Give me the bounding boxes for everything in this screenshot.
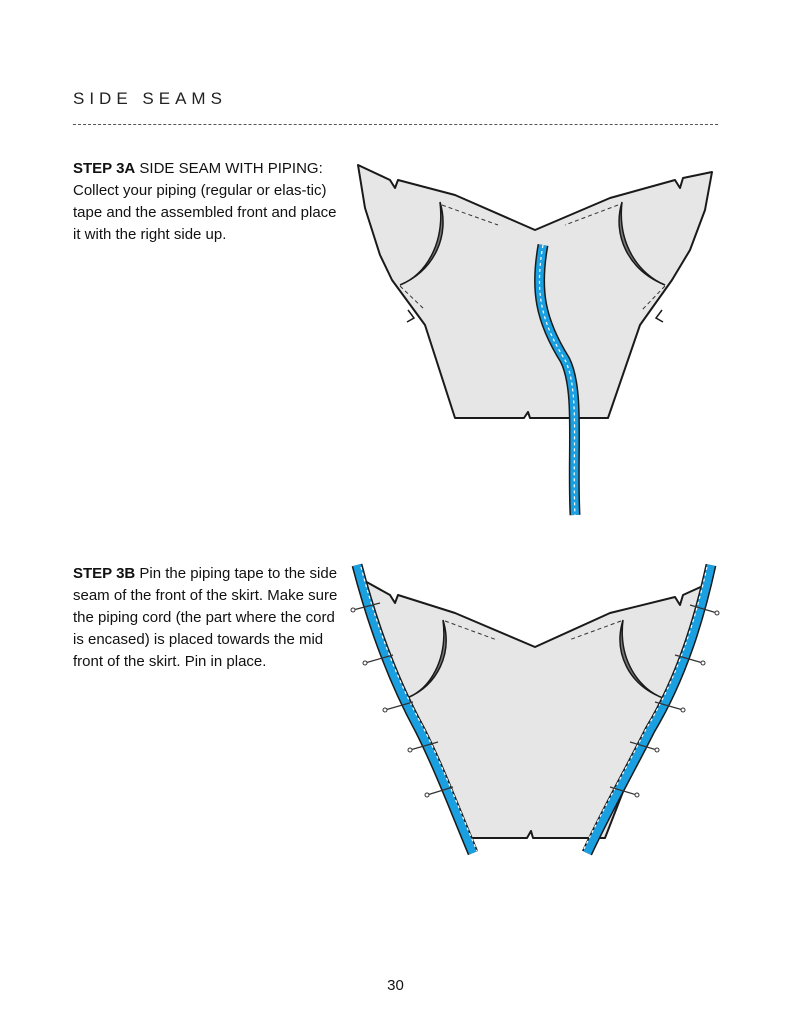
step-3a-label: STEP 3A	[73, 160, 136, 177]
page-number: 30	[387, 977, 404, 994]
step-3a-instruction	[73, 158, 338, 246]
step-3b-label: STEP 3B	[73, 565, 136, 582]
section-title: SIDE SEAMS	[73, 89, 227, 108]
step-3a-illustration	[350, 160, 720, 525]
step-3b-text: Pin the piping tape to the side seam of the front of the skirt. Make sure the piping cord (the part where the cord is encased) is placed towards the mid front of the skirt. Pin in place.	[73, 565, 338, 670]
step-3b-illustration	[345, 555, 725, 865]
notch-icon	[656, 310, 663, 322]
step-3b-instruction	[73, 563, 338, 673]
notch-icon	[407, 310, 414, 322]
step-3a-text: SIDE SEAM WITH PIPING: Collect your piping (regular or elas-tic) tape and the assembled front and place it with the right side up.	[73, 160, 337, 243]
section-divider	[73, 124, 718, 125]
